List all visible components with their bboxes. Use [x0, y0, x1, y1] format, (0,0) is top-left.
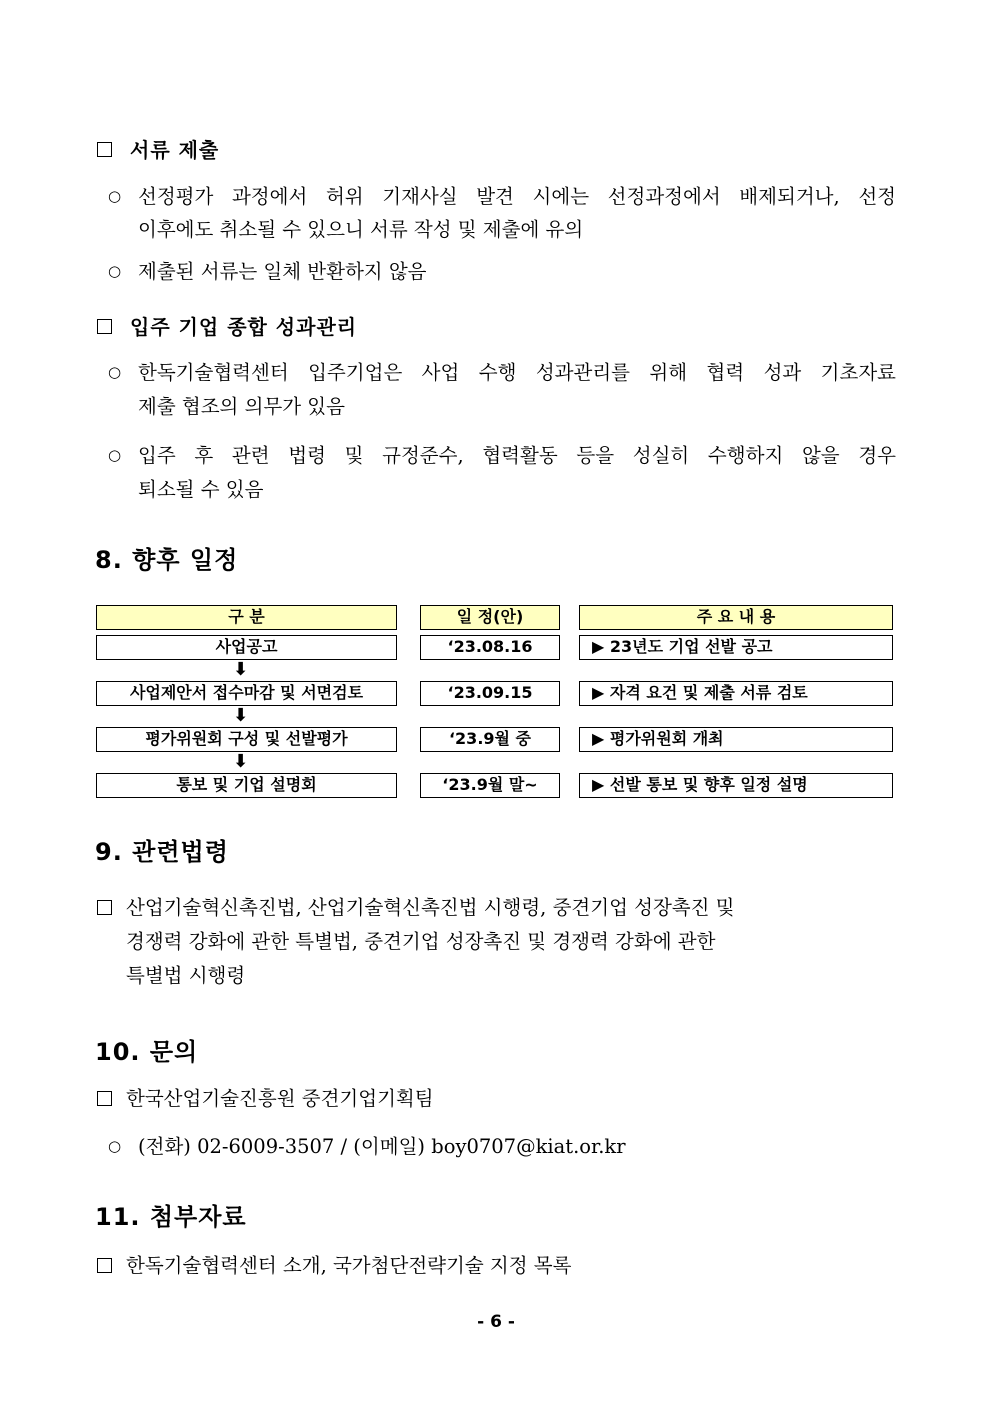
contact-detail: (전화) 02-6009-3507 / (이메일) boy0707@kiat.or.kr: [138, 1135, 626, 1158]
schedule-row-1-content: ▶ 23년도 기업 선발 공고: [579, 635, 893, 660]
section-title-contact: 10. 문의: [95, 1038, 199, 1066]
checkbox-square-icon: [97, 319, 112, 334]
schedule-row-3-category: 평가위원회 구성 및 선발평가: [96, 727, 397, 752]
docs-item-1-line-2: 이후에도 취소될 수 있으니 서류 작성 및 제출에 유의: [138, 218, 584, 241]
contact-organization: 한국산업기술진흥원 중견기업기획팀: [126, 1087, 434, 1110]
subsection-title-docs: 서류 제출: [130, 138, 220, 162]
arrow-down-icon: ⬇: [233, 751, 249, 772]
schedule-header-content: 주 요 내 용: [579, 605, 893, 630]
schedule-row-4-category: 통보 및 기업 설명회: [96, 773, 397, 798]
checkbox-square-icon: [97, 900, 112, 915]
checkbox-square-icon: [97, 142, 112, 157]
arrow-down-icon: ⬇: [233, 659, 249, 680]
schedule-row-1-category: 사업공고: [96, 635, 397, 660]
schedule-row-4-content: ▶ 선발 통보 및 향후 일정 설명: [579, 773, 893, 798]
docs-item-1-line-1: 선정평가 과정에서 허위 기재사실 발견 시에는 선정과정에서 배제되거나, 선정: [138, 185, 896, 208]
bullet-circle-icon: ○: [108, 446, 122, 464]
schedule-row-2-category: 사업제안서 접수마감 및 서면검토: [96, 681, 397, 706]
section-title-schedule: 8. 향후 일정: [95, 546, 239, 574]
bullet-circle-icon: ○: [108, 262, 122, 280]
checkbox-square-icon: [97, 1091, 112, 1106]
docs-item-2-line-1: 제출된 서류는 일체 반환하지 않음: [138, 260, 427, 283]
mgmt-item-1-line-1: 한독기술협력센터 입주기업은 사업 수행 성과관리를 위해 협력 성과 기초자료: [138, 361, 896, 384]
schedule-row-4-date: ‘23.9월 말~: [420, 773, 560, 798]
bullet-circle-icon: ○: [108, 187, 122, 205]
schedule-row-3-content: ▶ 평가위원회 개최: [579, 727, 893, 752]
laws-line-2: 경쟁력 강화에 관한 특별법, 중견기업 성장촉진 및 경쟁력 강화에 관한: [126, 930, 716, 953]
checkbox-square-icon: [97, 1258, 112, 1273]
laws-line-1: 산업기술혁신촉진법, 산업기술혁신촉진법 시행령, 중견기업 성장촉진 및: [126, 896, 735, 919]
mgmt-item-1-line-2: 제출 협조의 의무가 있음: [138, 395, 345, 418]
schedule-row-1-date: ‘23.08.16: [420, 635, 560, 660]
laws-line-3: 특별법 시행령: [126, 964, 246, 987]
schedule-row-2-content: ▶ 자격 요건 및 제출 서류 검토: [579, 681, 893, 706]
subsection-title-mgmt: 입주 기업 종합 성과관리: [130, 315, 358, 339]
page-number: - 6 -: [477, 1312, 515, 1332]
section-title-attachments: 11. 첨부자료: [95, 1203, 247, 1231]
mgmt-item-2-line-2: 퇴소될 수 있음: [138, 478, 264, 501]
section-title-laws: 9. 관련법령: [95, 838, 229, 866]
mgmt-item-2-line-1: 입주 후 관련 법령 및 규정준수, 협력활동 등을 성실히 수행하지 않을 경우: [138, 444, 896, 467]
bullet-circle-icon: ○: [108, 363, 122, 381]
schedule-row-3-date: ‘23.9월 중: [420, 727, 560, 752]
attachments-text: 한독기술협력센터 소개, 국가첨단전략기술 지정 목록: [126, 1254, 572, 1277]
arrow-down-icon: ⬇: [233, 705, 249, 726]
bullet-circle-icon: ○: [108, 1137, 122, 1155]
schedule-header-category: 구 분: [96, 605, 397, 630]
schedule-header-date: 일 정(안): [420, 605, 560, 630]
schedule-row-2-date: ‘23.09.15: [420, 681, 560, 706]
